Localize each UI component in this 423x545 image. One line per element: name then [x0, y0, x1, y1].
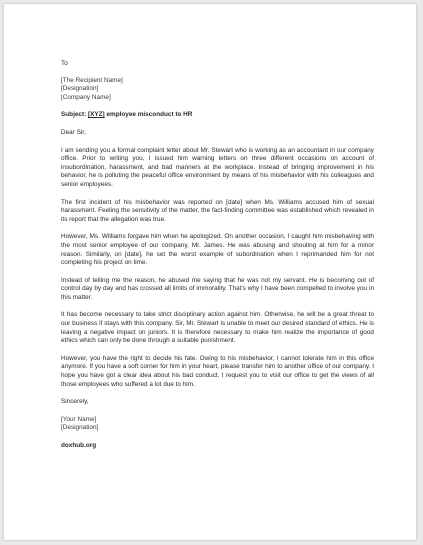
paragraph-3: However, Ms. Williams forgave him when he apologized. On another occasion, I caught him misbehaving with the most senior employee of our company, Mr. James. He was abusing and shouting at him for a minor reason. Similarly, on [date], he set the worst example of subordination when I reprimanded him for not completing his project on time.	[61, 233, 374, 267]
paragraph-6: However, you have the right to decide his fate. Owing to his misbehavior, I cannot tolerate him in this office anymore. If you have a soft corner for him in your heart, please transfer him to another office of our company. I hope you have got a clear idea about his bad conduct. I request you to visit our office to get the views of all those employees who suffered a lot due to him.	[61, 354, 374, 388]
recipient-block	[61, 77, 374, 103]
to-label: To	[61, 60, 68, 67]
paragraph-4: Instead of telling me the reason, he abused me saying that he was not my servant. He is becoming out of control day by day and has crossed all limits of immorality. That's why I have been compelled to involve you in this matter.	[61, 276, 374, 301]
brand-text: doxhub.org	[61, 442, 97, 449]
recipient-designation: [Designation]	[61, 85, 99, 93]
salutation: Dear Sir,	[61, 128, 86, 136]
subject-tag: [XYZ]	[88, 111, 105, 119]
subject-line	[61, 111, 374, 120]
paragraph-1: I am sending you a formal complaint letter about Mr. Stewart who is working as an accountant in our company office. Prior to writing you, I issued him warning letters on three different occasions on account of insubordination, harassment, and bad manners at the workplace. Instead of bringing improvement in his behavior, he is polluting the peaceful office environment by means of his misbehavior with his colleagues and senior employees.	[61, 146, 374, 188]
sender-block	[61, 416, 374, 433]
recipient-company: [Company Name]	[61, 93, 111, 101]
closing: Sincerely,	[61, 398, 89, 406]
sender-name: [Your Name]	[61, 415, 97, 423]
sender-designation: [Designation]	[61, 424, 99, 432]
recipient-name: [The Recipient Name]	[61, 76, 123, 84]
subject-label: Subject:	[61, 111, 87, 119]
letter-body	[61, 60, 374, 451]
paragraph-2: The first incident of his misbehavior was reported on [date] when Ms. Williams accused him of sexual harassment. Feeling the sensitivity of the matter, the fact-finding committee was established which revealed in its report that the allegation was true.	[61, 198, 374, 223]
paragraph-5: It has become necessary to take strict disciplinary action against him. Otherwise, he will be a great threat to our business if stays with this company. Sir, Mr. Stewart is unable to meet our desired standard of ethics. He is leaving a negative impact on juniors. It is therefore necessary to make him realize the importance of good ethics which can only be done through a suitable punishment.	[61, 311, 374, 345]
subject-text: employee misconduct to HR	[104, 111, 193, 119]
document-page	[4, 4, 416, 540]
